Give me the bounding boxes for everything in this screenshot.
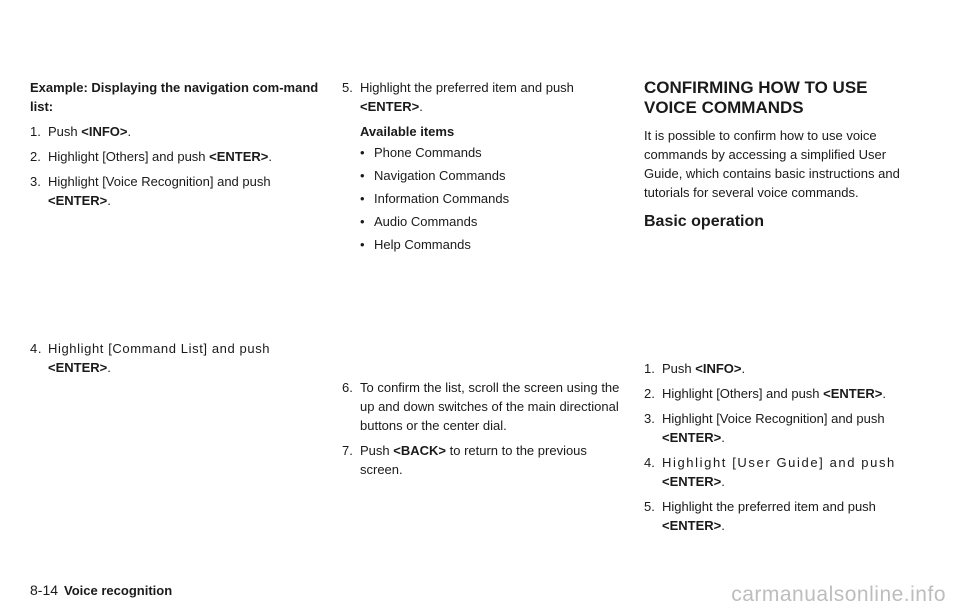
key-enter: <ENTER> [209, 149, 269, 164]
list-item: • Phone Commands [360, 143, 620, 162]
list-item: • Navigation Commands [360, 166, 620, 185]
key-enter: <ENTER> [662, 430, 722, 445]
section-heading: CONFIRMING HOW TO USE VOICE COMMANDS [644, 78, 868, 117]
available-items-title: Available items [360, 124, 455, 139]
key-enter: <ENTER> [662, 474, 722, 489]
column-right-lower [644, 359, 924, 541]
key-enter: <ENTER> [48, 193, 108, 208]
column-left [30, 78, 320, 216]
key-info: <INFO> [81, 124, 128, 139]
step-4: 4. Highlight [User Guide] and push <ENTER>. [644, 455, 896, 489]
key-enter: <ENTER> [823, 386, 883, 401]
step-number: 4. [644, 455, 655, 470]
step-number: 4. [30, 341, 43, 356]
key-back: <BACK> [393, 443, 446, 458]
sub-heading: Basic operation [644, 213, 765, 230]
step-number: 2. [30, 149, 41, 164]
example-title: Example: Displaying the navigation com-mand list: [30, 80, 319, 114]
step-number: 3. [30, 174, 41, 189]
key-enter: <ENTER> [662, 518, 722, 533]
key-info: <INFO> [695, 361, 742, 376]
step-number: 1. [30, 124, 41, 139]
step-number: 5. [342, 80, 353, 95]
step-3: 3. Highlight [Voice Recognition] and push <ENTER>. [30, 174, 271, 208]
step-number: 1. [644, 361, 655, 376]
step-2: 2. Highlight [Others] and push <ENTER>. [644, 386, 887, 401]
step-number: 5. [644, 499, 655, 514]
step-number: 3. [644, 411, 655, 426]
step-1: 1. Push <INFO>. [644, 361, 746, 376]
column-right [644, 78, 924, 232]
step-4: 4. Highlight [Command List] and push <ENTER>. [30, 341, 271, 375]
step-number: 6. [342, 380, 353, 395]
key-enter: <ENTER> [48, 360, 108, 375]
page-footer [30, 582, 172, 598]
column-left-lower [30, 339, 320, 383]
column-middle [342, 78, 620, 258]
intro-paragraph: It is possible to confirm how to use voice commands by accessing a simplified User Guide, which contains basic instructions and tutorials for several voice commands. [644, 128, 900, 200]
step-7: 7. Push <BACK> to return to the previous screen. [342, 443, 587, 477]
step-number: 7. [342, 443, 353, 458]
step-6: 6. To confirm the list, scroll the screen using the up and down switches of the main directional buttons or the center dial. [342, 380, 620, 433]
watermark: carmanualsonline.info [731, 583, 946, 606]
step-3: 3. Highlight [Voice Recognition] and push <ENTER>. [644, 411, 885, 445]
step-2: 2. Highlight [Others] and push <ENTER>. [30, 149, 273, 164]
section-name: Voice recognition [64, 583, 173, 598]
list-item: • Information Commands [360, 189, 620, 208]
step-5: 5. Highlight the preferred item and push <ENTER>. [644, 499, 876, 533]
column-middle-lower [342, 378, 620, 485]
step-5: 5. Highlight the preferred item and push <ENTER>. [342, 80, 574, 114]
available-items-block [342, 122, 620, 254]
step-number: 2. [644, 386, 655, 401]
list-item: • Help Commands [360, 235, 620, 254]
step-1: 1. Push <INFO>. [30, 124, 132, 139]
page-number: 8-14 [30, 582, 59, 598]
key-enter: <ENTER> [360, 99, 420, 114]
list-item: • Audio Commands [360, 212, 620, 231]
